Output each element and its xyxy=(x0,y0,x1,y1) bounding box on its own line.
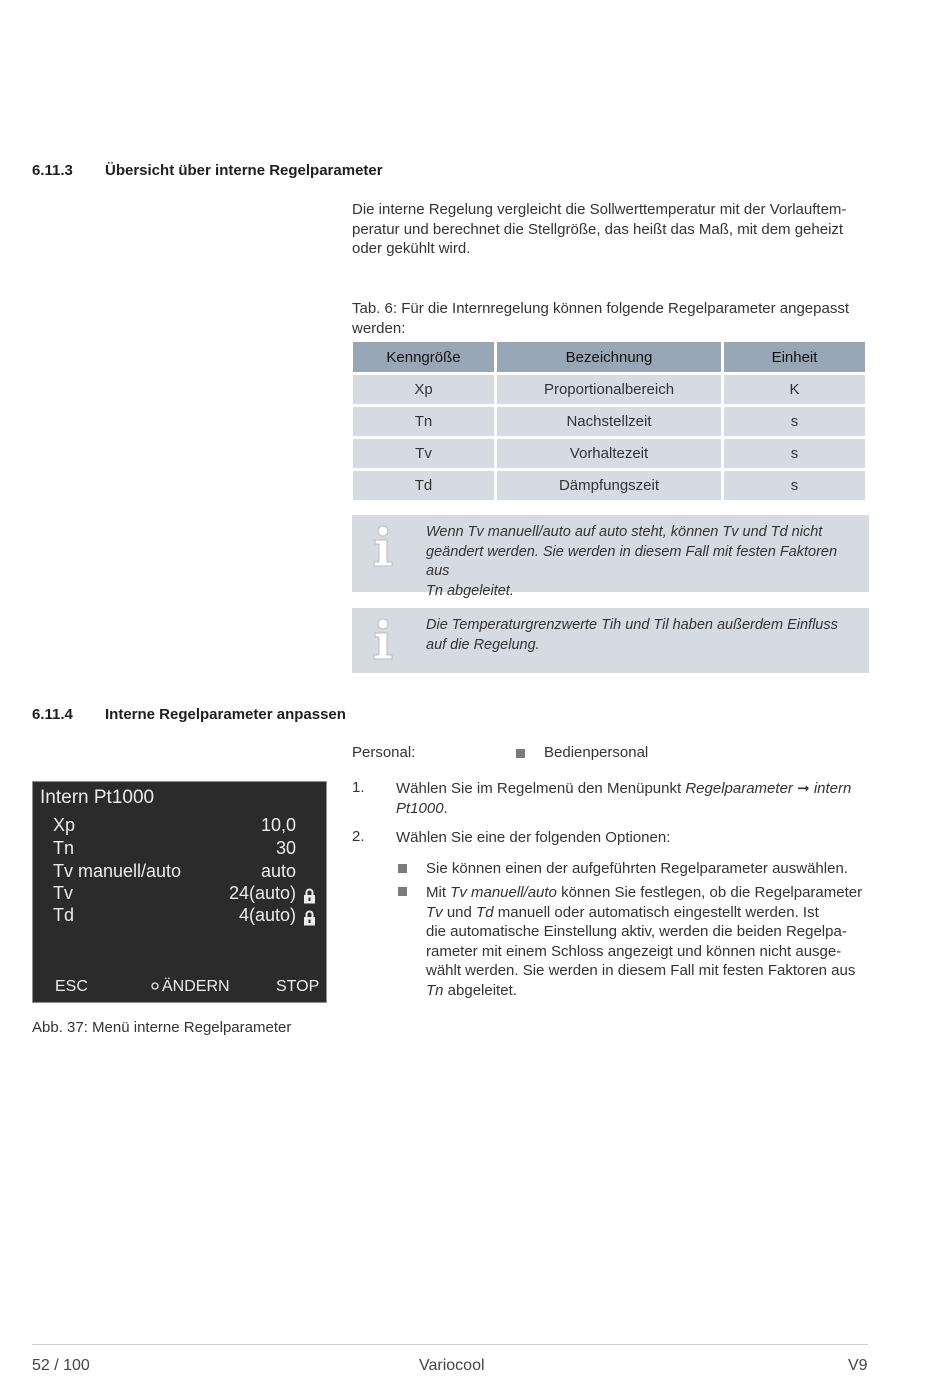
text-line: wählt werden. Sie werden in diesem Fall mit festen Faktoren aus xyxy=(426,962,856,979)
menu-item-value: 4(auto) xyxy=(238,905,296,925)
section-title: Übersicht über interne Regelparameter xyxy=(105,162,383,179)
bullet-square-icon xyxy=(398,887,407,896)
text-part: abgeleitet. xyxy=(443,981,517,999)
note-line: geändert werden. Sie werden in diesem Fall mit festen Faktoren aus xyxy=(426,543,838,579)
info-note xyxy=(352,515,869,599)
info-icon xyxy=(370,618,396,660)
menu-path: intern xyxy=(813,780,852,797)
table-cell: s xyxy=(724,407,865,436)
note-line: Die Temperaturgrenzwerte Tih und Til haben außerdem Einfluss xyxy=(426,617,838,633)
note-line: auf die Regelung. xyxy=(426,636,540,653)
info-icon xyxy=(370,525,396,567)
table-cell: Tn xyxy=(353,407,494,436)
figure-caption: Abb. 37: Menü interne Regelparameter xyxy=(32,1019,292,1036)
change-softkey-label: ÄNDERN xyxy=(162,978,230,995)
version-label: V9 xyxy=(848,1357,868,1374)
intro-line: Die interne Regelung vergleicht die Sollwerttemperatur mit der Vorlauftem- xyxy=(352,201,847,218)
bullet-square-icon xyxy=(516,749,525,758)
param-name: Tv manuell/auto xyxy=(450,884,557,901)
intro-paragraph xyxy=(352,200,872,259)
info-note xyxy=(352,608,869,673)
personal-value: Bedienpersonal xyxy=(544,744,649,761)
caption-line: Tab. 6: Für die Internregelung können folgende Regelparameter angepasst xyxy=(352,300,849,317)
menu-item-value: 10,0 xyxy=(260,815,296,835)
menu-path: Pt1000 xyxy=(396,799,444,817)
table-row xyxy=(353,407,865,436)
menu-item-value: auto xyxy=(260,861,296,881)
table-cell: Vorhaltezeit xyxy=(497,439,721,468)
bullet-square-icon xyxy=(398,864,407,873)
menu-item-label: Tv xyxy=(53,883,73,903)
device-screen-title: Intern Pt1000 xyxy=(40,787,155,808)
table-caption xyxy=(352,299,872,338)
table-cell: s xyxy=(724,439,865,468)
table-row xyxy=(353,375,865,404)
text-line: rameter mit einem Schloss angezeigt und können nicht ausge- xyxy=(426,942,842,960)
step-number: 2. xyxy=(352,828,365,845)
menu-item-td xyxy=(53,905,296,927)
text-part: und xyxy=(442,903,477,921)
step-text xyxy=(396,779,871,818)
table-row xyxy=(353,471,865,500)
page-number: 52 / 100 xyxy=(32,1357,90,1374)
step-text-part: . xyxy=(443,799,448,817)
caption-line: werden: xyxy=(352,319,406,337)
menu-item-label: Tv manuell/auto xyxy=(53,861,182,881)
parameter-table xyxy=(350,339,868,503)
intro-line: peratur und berechnet die Stellgröße, das heißt das Maß, mit dem geheizt xyxy=(352,220,844,238)
note-line: Wenn Tv manuell/auto auf auto steht, können Tv und Td nicht xyxy=(426,524,823,540)
menu-item-value: 24(auto) xyxy=(228,883,296,903)
footer-divider xyxy=(32,1344,868,1345)
section-number: 6.11.4 xyxy=(32,706,73,723)
table-cell: K xyxy=(724,375,865,404)
menu-item-tv xyxy=(53,883,296,905)
text-part: Mit xyxy=(426,884,451,901)
header-cell: Kenngröße xyxy=(353,342,494,372)
table-cell: Proportionalbereich xyxy=(497,375,721,404)
section-number: 6.11.3 xyxy=(32,162,73,179)
menu-path: Regelparameter xyxy=(685,780,793,797)
section-title: Interne Regelparameter anpassen xyxy=(105,706,346,723)
lock-icon xyxy=(303,888,316,904)
param-name: Td xyxy=(476,903,494,921)
esc-softkey[interactable]: ESC xyxy=(55,978,88,995)
param-name: Tv xyxy=(426,903,443,921)
change-softkey[interactable] xyxy=(151,978,230,996)
header-cell: Bezeichnung xyxy=(497,342,721,372)
step-number: 1. xyxy=(352,779,365,796)
menu-item-label: Tn xyxy=(53,838,75,858)
arrow-right-icon: ➞ xyxy=(797,780,810,797)
table-cell: Td xyxy=(353,471,494,500)
stop-softkey[interactable]: STOP xyxy=(276,978,320,995)
menu-item-value: 30 xyxy=(275,838,296,858)
table-cell: s xyxy=(724,471,865,500)
table-header-row xyxy=(353,342,865,372)
text-part: können Sie festlegen, ob die Regelparameter xyxy=(556,884,863,901)
option-text: Sie können einen der aufgeführten Regelparameter auswählen. xyxy=(426,860,848,877)
device-screen xyxy=(32,781,327,1003)
option-text xyxy=(426,883,871,1000)
menu-item-tn[interactable] xyxy=(53,838,296,860)
note-line: Tn abgeleitet. xyxy=(426,582,514,599)
menu-item-label: Td xyxy=(53,905,75,925)
header-cell: Einheit xyxy=(724,342,865,372)
menu-item-xp[interactable] xyxy=(53,815,296,837)
product-name: Variocool xyxy=(419,1357,485,1374)
note-text xyxy=(426,523,855,601)
table-cell: Xp xyxy=(353,375,494,404)
step-text: Wählen Sie eine der folgenden Optionen: xyxy=(396,829,671,846)
note-text xyxy=(426,616,855,655)
param-name: Tn xyxy=(426,981,444,999)
menu-item-tv-manuell-auto[interactable] xyxy=(53,861,296,883)
lock-icon xyxy=(303,910,316,926)
text-part: manuell oder automatisch eingestellt werden. Ist xyxy=(493,903,819,921)
text-line: die automatische Einstellung aktiv, werden die beiden Regelpa- xyxy=(426,923,847,940)
table-cell: Tv xyxy=(353,439,494,468)
intro-line: oder gekühlt wird. xyxy=(352,240,471,257)
menu-item-label: Xp xyxy=(53,815,76,835)
table-cell: Nachstellzeit xyxy=(497,407,721,436)
table-row xyxy=(353,439,865,468)
step-text-part: Wählen Sie im Regelmenü den Menüpunkt xyxy=(396,780,686,797)
personal-label: Personal: xyxy=(352,744,416,761)
knob-circle-icon xyxy=(151,982,159,990)
table-cell: Dämpfungszeit xyxy=(497,471,721,500)
